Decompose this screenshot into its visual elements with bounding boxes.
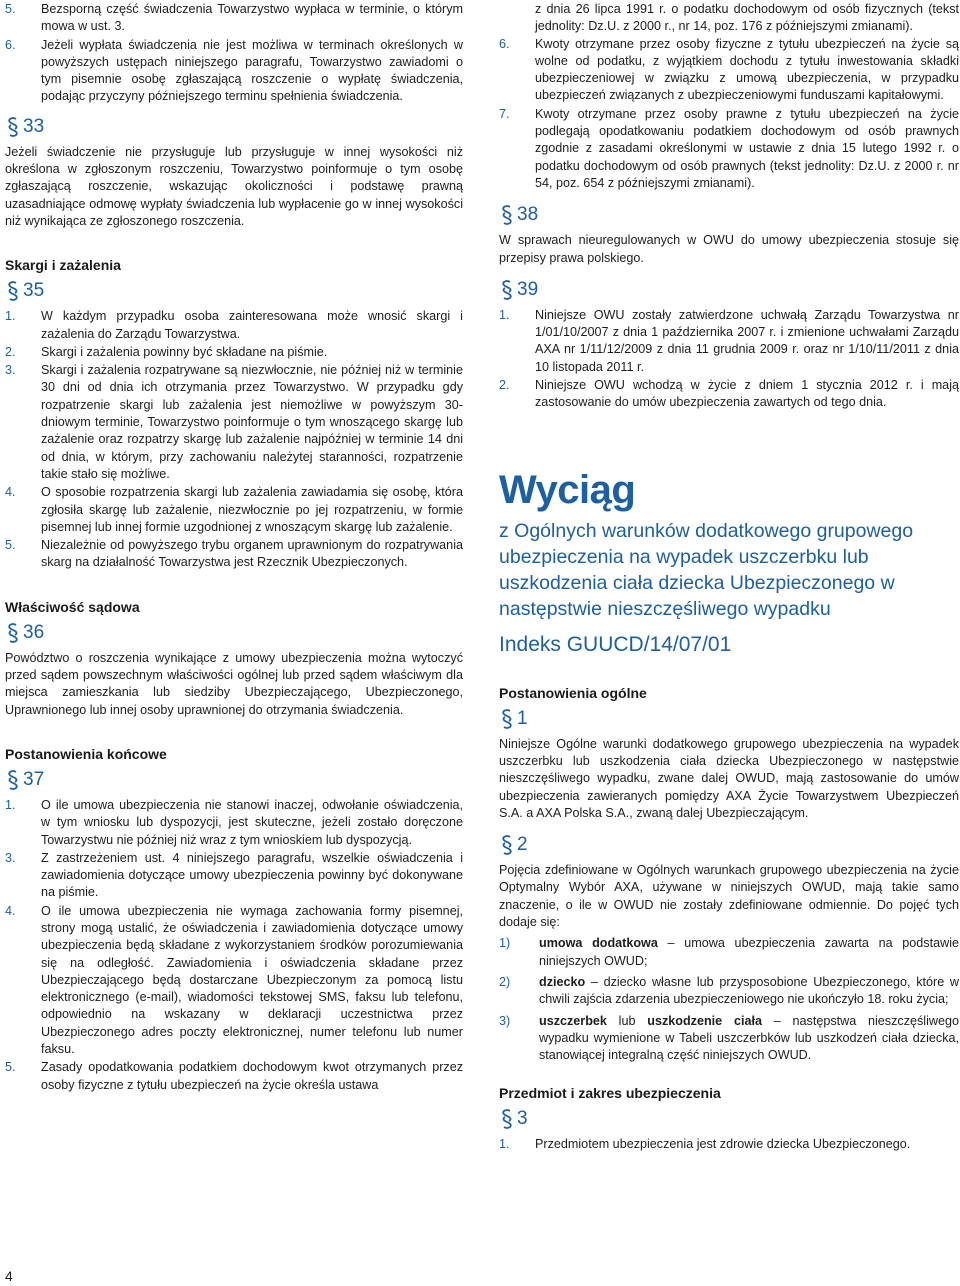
list-item: 2) dziecko – dziecko własne lub przysposobione Ubezpieczonego, które w chwili zajścia zdarzenia ubezpieczeniowego nie ukończyło 18. roku życia; xyxy=(499,974,959,1007)
list-35 xyxy=(5,308,463,571)
left-column xyxy=(5,0,463,1095)
list-37 xyxy=(5,797,463,1094)
paragraph-heading-3: 3 xyxy=(499,1108,959,1130)
document-subtitle: z Ogólnych warunków dodatkowego grupowego ubezpieczenia na wypadek uszczerbku lub uszkodzenia ciała dziecka Ubezpieczonego w następstwie nieszczęśliwego wypadku xyxy=(499,519,914,620)
section-heading: Właściwość sądowa xyxy=(5,598,140,615)
list-item: 1) umowa dodatkowa – umowa ubezpieczenia zawarta na podstawie niniejszych OWUD; xyxy=(499,936,959,968)
list-item: 4. O ile umowa ubezpieczenia nie wymaga zachowania formy pisemnej, strony mogą ustalić, że oświadczenia i zawiadomienia dotyczące umowy ubezpieczenia będą składane z wykorzystaniem środków porozumiewania się na odległość. Zawiadomienia i oświadczenia składane przez Ubezpieczającego będą dostarczane Ubezpieczonym za pomocą listu elektronicznego (e-mail), wiadomości tekstowej SMS, faksu lub telefonu, odpowiednio na wskazany w deklaracji uczestnictwa przez Ubezpieczonego adres poczty elektronicznej, numer telefonu lub numer faksu. xyxy=(5,903,463,1057)
section-sign-icon xyxy=(5,116,21,138)
section-sign-icon xyxy=(5,280,21,302)
page-number: 4 xyxy=(5,1268,13,1284)
list-item: 5. Bezsporną część świadczenia Towarzystwo wypłaca w terminie, o którym mowa w ust. 3. xyxy=(5,2,463,34)
continued-list xyxy=(499,36,959,193)
paragraph-heading-39: 39 xyxy=(499,279,959,301)
list-item: 5. Niezależnie od powyższego trybu organem uprawnionym do rozpatrywania skarg na działalność Towarzystwa jest Rzecznik Ubezpieczonych. xyxy=(5,538,463,570)
section-sign-icon xyxy=(499,1108,515,1130)
definitions-list xyxy=(499,935,959,1064)
list-item: 2. Niniejsze OWU wchodzą w życie z dniem 1 stycznia 2012 r. i mają zastosowanie do umów ubezpieczenia zawartych od tego dnia. xyxy=(499,378,959,410)
paragraph-heading-37: 37 xyxy=(5,769,463,791)
list-item: 4. O sposobie rozpatrzenia skargi lub zażalenia zawiadamia się osobę, która zgłosiła skargę lub zażalenie, niezwłocznie po jej rozpatrzeniu, w formie pisemnej lub innej formie uzgodnionej z wnoszącym skargę lub zażalenie. xyxy=(5,485,463,534)
section-heading: Postanowienia końcowe xyxy=(5,745,167,762)
section-sign-icon xyxy=(5,769,21,791)
list-39 xyxy=(499,307,959,412)
paragraph-text: Niniejsze Ogólne warunki dodatkowego grupowego ubezpieczenia na wypadek uszczerbku lub uszkodzenia ciała dziecka Ubezpieczonego w następstwie nieszczęśliwego wypadku, zwane dalej OWUD, mają zastosowanie do umów ubezpieczenia zawieranych pomiędzy AXA Życie Towarzystwem Ubezpieczeń S.A. a AXA Polska S.A., zwaną dalej Ubezpieczającym. xyxy=(499,736,959,820)
section-sign-icon xyxy=(499,204,515,226)
section-heading: Skargi i zażalenia xyxy=(5,257,121,274)
section-sign-icon xyxy=(5,622,21,644)
paragraph-heading-33: 33 xyxy=(5,116,463,138)
list-item: 7. Kwoty otrzymane przez osoby prawne z tytułu ubezpieczeń na życie podlegają opodatkowaniu podatkiem dochodowym od osób prawnych zgodnie z zasadami określonymi w ustawie z dnia 15 lutego 1992 r. o podatku dochodowym od osób prawnych (tekst jednolity: Dz.U. z 2000 r. nr 54, poz. 654 z późniejszymi zmianami). xyxy=(499,106,959,190)
list-item: 6. Jeżeli wypłata świadczenia nie jest możliwa w terminach określonych w powyższych ustępach niniejszego paragrafu, Towarzystwo zawiadomi o tym pisemnie osobę zgłaszającą roszczenie o wypłatę świadczenia, podając przyczyny późniejszego terminu spełnienia świadczenia. xyxy=(5,37,463,104)
paragraph-text: W sprawach nieuregulowanych w OWU do umowy ubezpieczenia stosuje się przepisy prawa polskiego. xyxy=(499,233,959,265)
list-item: 3) uszczerbek lub uszkodzenie ciała – następstwa nieszczęśliwego wypadku wymienione w Tabeli uszczerbków lub uszkodzeń ciała dziecka, stanowiącej integralną część niniejszych OWUD. xyxy=(499,1013,959,1063)
list-item: 3. Z zastrzeżeniem ust. 4 niniejszego paragrafu, wszelkie oświadczenia i zawiadomienia dotyczące umowy ubezpieczenia powinny być dokonywane na piśmie. xyxy=(5,850,463,900)
list-item: 1. Niniejsze OWU zostały zatwierdzone uchwałą Zarządu Towarzystwa nr 1/01/10/2007 z dnia 1 października 2007 r. i zmienione uchwałami Zarządu AXA nr 1/11/12/2009 z dnia 11 grudnia 2009 r. oraz nr 1/10/11/2011 z dnia 10 listopada 2011 r. xyxy=(499,307,959,374)
continued-text: z dnia 26 lipca 1991 r. o podatku dochodowym od osób fizycznych (tekst jednolity: Dz.U. z 2000 r., nr 14, poz. 176 z późniejszymi zmianami). xyxy=(535,2,959,34)
list-item: 1. Przedmiotem ubezpieczenia jest zdrowie dziecka Ubezpieczonego. xyxy=(499,1137,911,1152)
section-heading: Postanowienia ogólne xyxy=(499,684,647,701)
paragraph-heading-36: 36 xyxy=(5,622,463,644)
list-item: 3. Skargi i zażalenia rozpatrywane są niezwłocznie, nie później niż w terminie 30 dni od dnia ich otrzymania przez Towarzystwo. W przypadku gdy rozpatrzenie skargi lub zażalenia jest niemożliwe w powyższym 30-dniowym terminie, Towarzystwo poinformuje o tym wnoszącego skargę lub zażalenie oraz rozpatrzy skargę lub zażalenie najpóźniej w terminie 14 dni od dnia, w którym, przy zachowaniu należytej staranności, rozpatrzenie takie stało się możliwe. xyxy=(5,363,463,481)
list-item: 1. O ile umowa ubezpieczenia nie stanowi inaczej, odwołanie oświadczenia, w tym wniosku lub dyspozycji, jest skuteczne, jeżeli zostało doręczone Towarzystwu nie później niż wraz z tym wnioskiem lub dyspozycją. xyxy=(5,797,463,847)
list-3 xyxy=(499,1136,959,1153)
document-title: Wyciąg xyxy=(499,467,636,512)
paragraph-heading-35: 35 xyxy=(5,280,463,302)
right-column xyxy=(499,0,959,1155)
paragraph-text: Powództwo o roszczenia wynikające z umowy ubezpieczenia można wytoczyć przed sądem powszechnym właściwości ogólnej lub przed sądem właściwym dla miejsca zamieszkania lub siedziby Ubezpieczającego, Ubezpieczonego, Uprawnionego lub innej osoby uprawnionej do otrzymania świadczenia. xyxy=(5,650,463,717)
paragraph-heading-1: 1 xyxy=(499,708,959,730)
paragraph-heading-38: 38 xyxy=(499,204,959,226)
intro-list xyxy=(5,1,463,106)
section-heading: Przedmiot i zakres ubezpieczenia xyxy=(499,1085,721,1102)
list-item: 1. W każdym przypadku osoba zainteresowana może wnosić skargi i zażalenia do Zarządu Towarzystwa. xyxy=(5,309,463,341)
list-item: 6. Kwoty otrzymane przez osoby fizyczne z tytułu ubezpieczeń na życie są wolne od podatku, z wyjątkiem dochodu z tytułu inwestowania składki ubezpieczeniowej w związku z umową ubezpieczenia, w przypadku ubezpieczeń związanych z ubezpieczeniowymi funduszami kapitałowymi. xyxy=(499,36,959,103)
section-sign-icon xyxy=(499,834,515,856)
list-item: 2. Skargi i zażalenia powinny być składane na piśmie. xyxy=(5,344,328,359)
paragraph-text: Pojęcia zdefiniowane w Ogólnych warunkach grupowego ubezpieczenia na życie Optymalny Wybór AXA, używane w niniejszych OWUD, mają takie samo znaczenie, o ile w OWUD nie zostały zdefiniowane odmiennie. Do pojęć tych dodaje się: xyxy=(499,863,959,930)
paragraph-heading-2: 2 xyxy=(499,834,959,856)
list-item: 5. Zasady opodatkowania podatkiem dochodowym kwot otrzymanych przez osoby fizyczne z tytułu ubezpieczeń na życie określa ustawa xyxy=(5,1060,463,1092)
section-sign-icon xyxy=(499,708,515,730)
document-index: Indeks GUUCD/14/07/01 xyxy=(499,632,732,656)
paragraph-text: Jeżeli świadczenie nie przysługuje lub przysługuje w innej wysokości niż określona w zgłoszonym roszczeniu, Towarzystwo poinformuje o tym osobę zgłaszającą roszczenie, wskazując okoliczności i podstawę prawną uzasadniające odmowę wypłaty świadczenia lub wypłacenie go w innej wysokości niż wynikająca ze zgłoszonego roszczenia. xyxy=(5,144,463,228)
section-sign-icon xyxy=(499,279,515,301)
